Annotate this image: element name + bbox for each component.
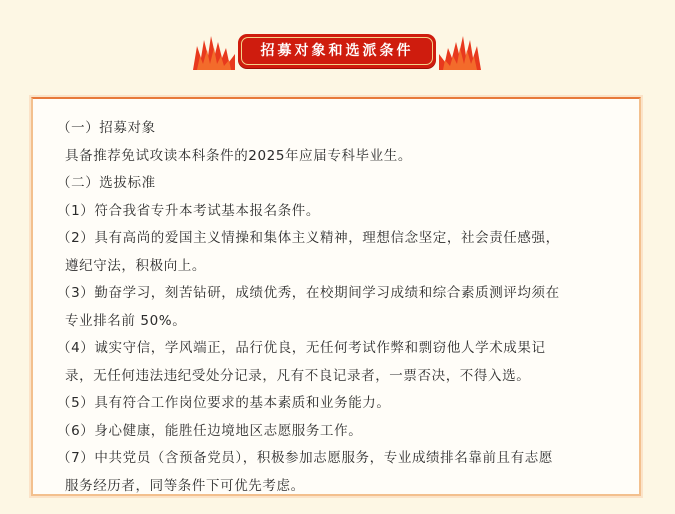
title-banner: [238, 34, 436, 68]
criteria-item-4: （4）诚实守信，学风端正，品行优良，无任何考试作弊和剽窃他人学术成果记: [57, 340, 546, 356]
criteria-item-2: （2）具有高尚的爱国主义情操和集体主义精神，理想信念坚定，社会责任感强，: [57, 230, 560, 246]
criteria-item-3: （3）勤奋学习，刻苦钻研，成绩优秀，在校期间学习成绩和综合素质测评均须在: [57, 285, 560, 301]
criteria-item-1: （1）符合我省专升本考试基本报名条件。: [57, 202, 320, 219]
criteria-item-4-continued: 录，无任何违法违纪受处分记录，凡有不良记录者，一票否决，不得入选。: [65, 367, 531, 384]
criteria-item-5: （5）具有符合工作岗位要求的基本素质和业务能力。: [57, 395, 391, 411]
content-text: [57, 115, 625, 500]
section-title: 招募对象和选派条件: [260, 43, 414, 59]
criteria-item-2-continued: 遵纪守法，积极向上。: [65, 257, 206, 274]
subsection-heading-recruitment-target: （一）招募对象: [57, 120, 156, 136]
criteria-item-3-continued: 专业排名前 50%。: [65, 312, 187, 329]
content-card: [31, 97, 641, 496]
criteria-item-7: （7）中共党员（含预备党员），积极参加志愿服务，专业成绩排名靠前且有志愿: [57, 450, 553, 466]
right-flame-decoration-icon: [439, 36, 481, 70]
criteria-item-7-continued: 服务经历者，同等条件下可优先考虑。: [65, 477, 305, 494]
criteria-item-6: （6）身心健康，能胜任边境地区志愿服务工作。: [57, 422, 363, 439]
subsection-heading-selection-criteria: （二）选拔标准: [57, 175, 156, 191]
section-header: [0, 30, 675, 76]
left-flame-decoration-icon: [193, 36, 235, 70]
recruitment-target-text: 具备推荐免试攻读本科条件的2025年应届专科毕业生。: [65, 147, 412, 164]
